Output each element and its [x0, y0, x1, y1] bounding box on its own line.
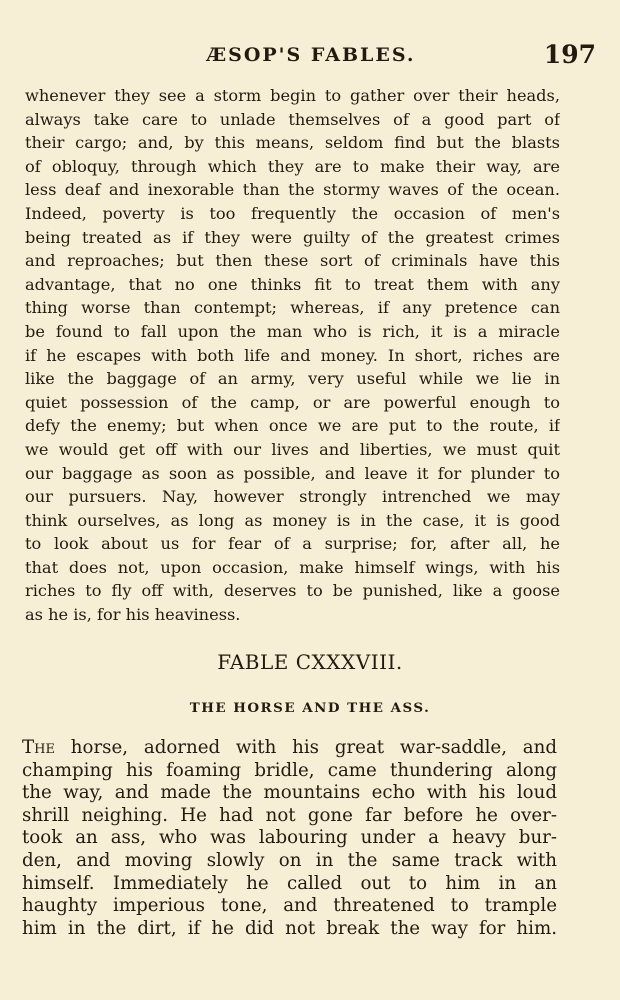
text-line: shrill neighing. He had not gone far before he over-	[22, 804, 557, 826]
text-line: him in the dirt, if he did not break the way for him.	[22, 917, 557, 939]
text-line: advantage, that no one thinks fit to treat them with any	[25, 274, 560, 294]
first-line-text: horse, adorned with his great war-saddle, and	[54, 737, 557, 758]
text-line: our pursuers. Nay, however strongly intrenched we may	[25, 487, 560, 507]
text-line: haughty imperious tone, and threatened to trample	[22, 895, 557, 917]
opening-word: The	[22, 737, 55, 758]
text-line: less deaf and inexorable than the stormy waves of the ocean.	[25, 180, 560, 200]
text-line: quiet possession of the camp, or are powerful enough to	[25, 392, 560, 412]
text-line: and reproaches; but then these sort of criminals have this	[25, 251, 560, 271]
text-line: be found to fall upon the man who is rich, it is a miracle	[25, 321, 560, 341]
fable-heading: FABLE CXXXVIII.	[217, 650, 403, 674]
text-line: always take care to unlade themselves of a good part of	[25, 109, 560, 129]
fable-paragraph	[22, 737, 557, 940]
page-number: 197	[543, 40, 596, 69]
text-line: himself. Immediately he called out to him in an	[22, 872, 557, 894]
text-line: being treated as if they were guilty of the greatest crimes	[25, 227, 560, 247]
text-line: think ourselves, as long as money is in the case, it is good	[25, 510, 560, 530]
text-line: whenever they see a storm begin to gather over their heads,	[25, 86, 560, 105]
text-line: riches to fly off with, deserves to be punished, like a goose	[25, 581, 560, 601]
text-line: if he escapes with both life and money. In short, riches are	[25, 345, 560, 365]
fable-subtitle: THE HORSE AND THE ASS.	[189, 700, 431, 716]
text-line: den, and moving slowly on in the same track with	[22, 849, 557, 871]
text-line: our baggage as soon as possible, and leave it for plunder to	[25, 463, 560, 483]
text-line: to look about us for fear of a surprise; for, after all, he	[25, 534, 560, 554]
text-line: of obloquy, through which they are to make their way, are	[25, 156, 560, 176]
text-line: champing his foaming bridle, came thundering along	[22, 759, 557, 781]
text-line: as he is, for his heaviness.	[25, 605, 241, 625]
text-line: we would get off with our lives and liberties, we must quit	[25, 439, 560, 459]
text-line: that does not, upon occasion, make himself wings, with his	[25, 557, 560, 577]
running-header	[26, 40, 596, 72]
text-line: Indeed, poverty is too frequently the occasion of men's	[25, 203, 560, 223]
text-line: their cargo; and, by this means, seldom find but the blasts	[25, 133, 560, 153]
text-line: thing worse than contempt; whereas, if any pretence can	[25, 298, 560, 318]
text-line: defy the enemy; but when once we are put to the route, if	[25, 416, 560, 436]
reflection-paragraph	[25, 84, 560, 627]
text-line: the way, and made the mountains echo with his loud	[22, 782, 557, 804]
text-line: like the baggage of an army, very useful while we lie in	[25, 369, 560, 389]
running-title: ÆSOP'S FABLES.	[206, 44, 416, 66]
text-line	[22, 737, 557, 760]
text-line: took an ass, who was labouring under a heavy bur-	[22, 827, 557, 849]
